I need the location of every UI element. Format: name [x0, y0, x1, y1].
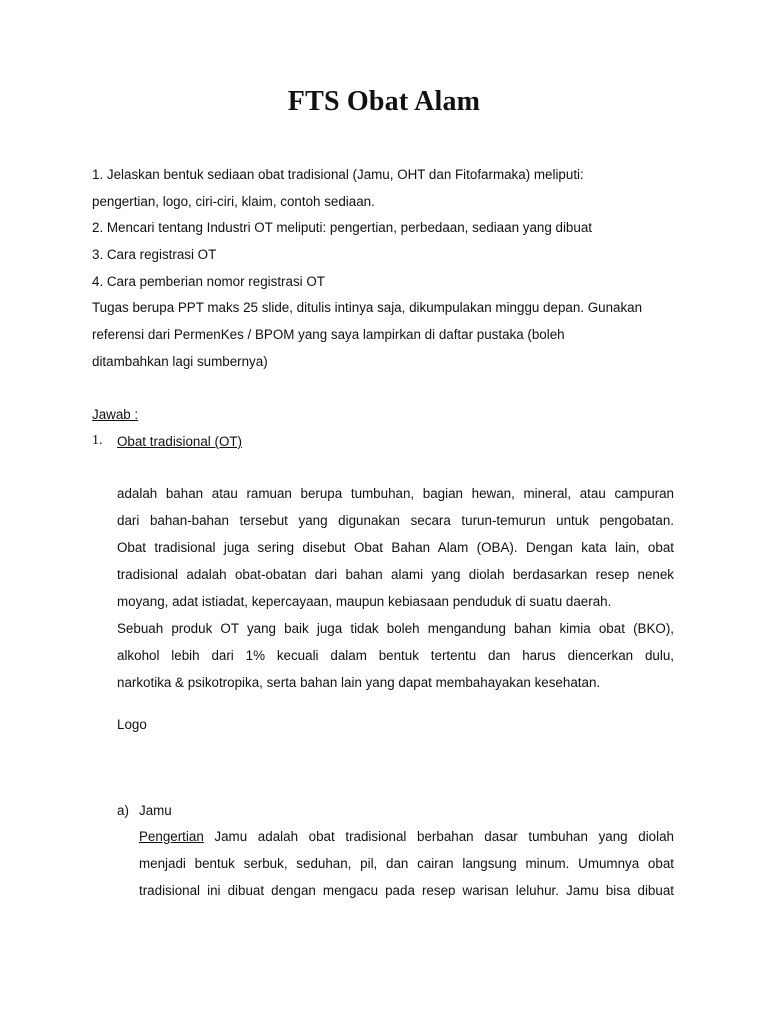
paragraph-line: dari bahan-bahan tersebut yang digunakan secara turun-temurun untuk pengobatan.	[117, 513, 674, 528]
task-line: pengertian, logo, ciri-ciri, klaim, contoh sediaan.	[92, 194, 375, 209]
paragraph-line: tradisional adalah obat-obatan dari bahan alami yang diolah berdasarkan resep nenek	[117, 567, 674, 582]
logo-label: Logo	[117, 717, 147, 732]
definition-paragraph	[117, 480, 674, 696]
task-line: ditambahkan lagi sumbernya)	[92, 354, 268, 369]
paragraph-line: menjadi bentuk serbuk, seduhan, pil, dan cairan langsung minum. Umumnya obat	[139, 856, 674, 871]
task-line: 3. Cara registrasi OT	[92, 247, 217, 262]
answer-label	[92, 407, 138, 423]
paragraph-line: tradisional ini dibuat dengan mengacu pada resep warisan leluhur. Jamu bisa dibuat	[139, 883, 674, 898]
paragraph-line: alkohol lebih dari 1% kecuali dalam bentuk tertentu dan harus diencerkan dulu,	[117, 648, 674, 663]
section-heading	[117, 434, 242, 450]
task-line: 2. Mencari tentang Industri OT meliputi: pengertian, perbedaan, sediaan yang dibuat	[92, 220, 592, 235]
paragraph-line	[139, 823, 674, 850]
paragraph-text: Jamu adalah obat tradisional berbahan dasar tumbuhan yang diolah	[203, 829, 674, 844]
paragraph-line: narkotika & psikotropika, serta bahan lain yang dapat membahayakan kesehatan.	[117, 675, 601, 690]
page-title: FTS Obat Alam	[287, 86, 481, 117]
section-heading-text: Obat tradisional (OT)	[117, 434, 243, 449]
paragraph-line: Obat tradisional juga sering disebut Obat Bahan Alam (OBA). Dengan kata lain, obat	[117, 540, 674, 555]
term-pengertian: Pengertian	[139, 829, 204, 844]
task-line: 4. Cara pemberian nomor registrasi OT	[92, 274, 325, 289]
task-line: referensi dari PermenKes / BPOM yang saya lampirkan di daftar pustaka (boleh	[92, 327, 565, 342]
task-line: 1. Jelaskan bentuk sediaan obat tradisional (Jamu, OHT dan Fitofarmaka) meliputi:	[92, 167, 584, 182]
answer-label-text: Jawab :	[92, 407, 139, 422]
paragraph-line: adalah bahan atau ramuan berupa tumbuhan, bagian hewan, mineral, atau campuran	[117, 486, 674, 501]
jamu-paragraph	[139, 823, 674, 904]
list-marker: a)	[117, 803, 129, 818]
paragraph-line: moyang, adat istiadat, kepercayaan, maupun kebiasaan penduduk di suatu daerah.	[117, 594, 612, 609]
task-line: Tugas berupa PPT maks 25 slide, ditulis intinya saja, dikumpulakan minggu depan. Gunakan	[92, 300, 643, 315]
subsection-label: Jamu	[139, 803, 172, 818]
paragraph-line: Sebuah produk OT yang baik juga tidak boleh mengandung bahan kimia obat (BKO),	[117, 621, 674, 636]
section-number: 1.	[92, 433, 103, 448]
